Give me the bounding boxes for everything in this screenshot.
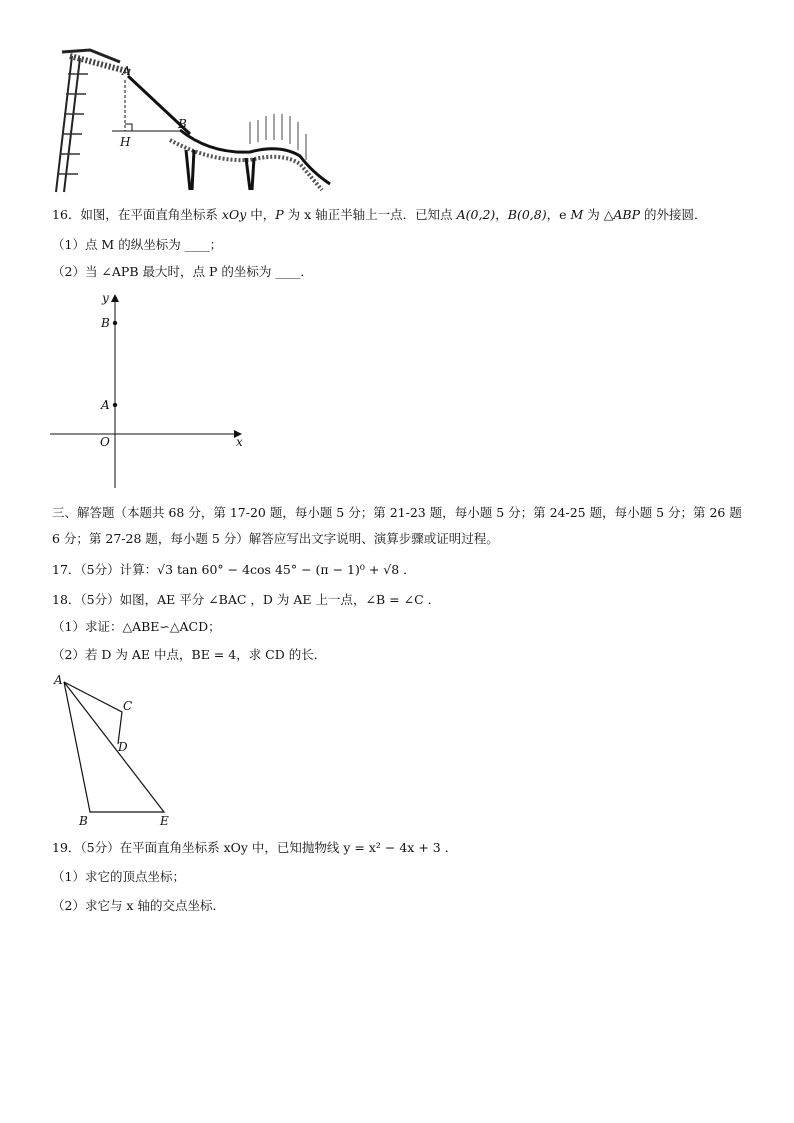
q19-part2: （2）求它与 x 轴的交点坐标． (52, 898, 225, 913)
q16-part2: （2）当 ∠APB 最大时，点 P 的坐标为 ____． (52, 264, 313, 279)
label-e: E (160, 814, 169, 828)
axis-x-label: x (236, 435, 243, 449)
q16-part1: （1）点 M 的纵坐标为 ____； (52, 237, 223, 252)
triangle-figure (50, 670, 190, 830)
label-a: A (101, 398, 110, 412)
label-d: D (118, 740, 128, 754)
label-a: A (122, 64, 131, 78)
q16-stem: 16．如图，在平面直角坐标系 xOy 中，P 为 x 轴正半轴上一点．已知点 A(0,2)，B(0,8)，e M 为 △ABP 的外接圆． (52, 207, 707, 222)
axes-figure (48, 288, 258, 493)
point-b (113, 321, 117, 325)
point-a (113, 403, 117, 407)
origin-label: O (100, 435, 110, 449)
q19-part1: （1）求它的顶点坐标； (52, 869, 185, 884)
label-b: B (178, 117, 187, 131)
label-h: H (120, 135, 131, 149)
q19-stem: 19．（5分）在平面直角坐标系 xOy 中，已知抛物线 y = x² − 4x + 3 ． (52, 840, 458, 855)
axis-y-label: y (102, 291, 109, 305)
q18-part1: （1）求证：△ABE∽△ACD； (52, 619, 221, 634)
q18-part2: （2）若 D 为 AE 中点，BE = 4，求 CD 的长． (52, 647, 327, 662)
label-c: C (123, 699, 133, 713)
label-b: B (79, 814, 88, 828)
label-b: B (101, 316, 110, 330)
section-3-heading: 三、解答题（本题共 68 分，第 17-20 题，每小题 5 分；第 21-23 题，每小题 5 分；第 24-25 题，每小题 5 分；第 26 题 6 分；第 27-28 题，每小题 5 分）解答应写出文字说明、演算步骤或证明过程。 (52, 505, 742, 546)
q18-stem: 18．（5分）如图，AE 平分 ∠BAC ，D 为 AE 上一点，∠B = ∠C ． (52, 592, 441, 607)
label-a: A (54, 673, 63, 687)
ski-jump-figure (50, 44, 340, 194)
q17: 17．（5分）计算：√3 tan 60° − 4cos 45° − (π − 1)⁰ + √8 ． (52, 562, 416, 577)
